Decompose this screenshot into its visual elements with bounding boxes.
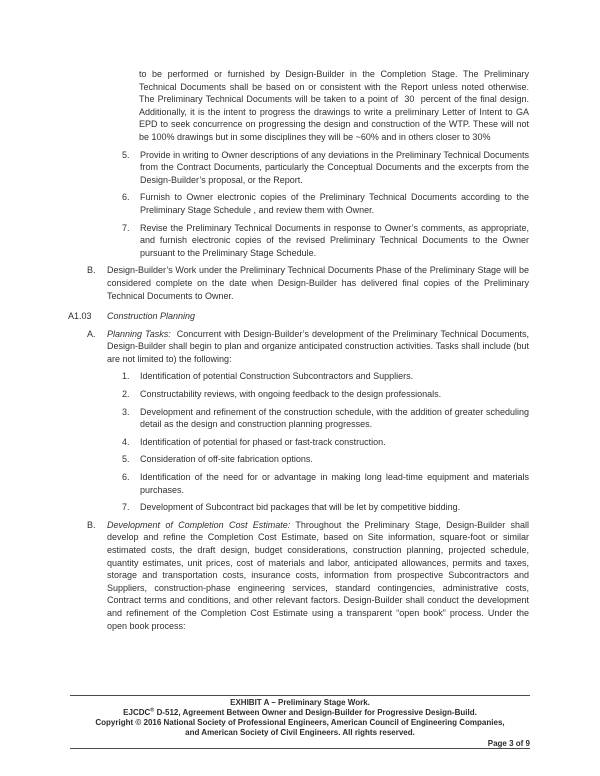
list-item-number: 6. xyxy=(122,192,130,203)
registered-trademark-symbol: ® xyxy=(150,707,155,714)
task-item-2 xyxy=(122,388,529,401)
paragraph-text: Concurrent with Design-Builder’s development of the Preliminary Technical Documents, Design-Builder shall begin to plan and organize anticipated construction activities. Tasks shall include (but are not limited to) the following: xyxy=(107,328,529,364)
list-item-number: 6. xyxy=(122,472,130,483)
task-item-5 xyxy=(122,453,529,466)
paragraph-b-completion xyxy=(87,264,529,302)
section-number: A1.03 xyxy=(68,311,92,322)
paragraph-continuation: to be performed or furnished by Design-Builder in the Completion Stage. The Preliminary Technical Documents shall be based on or consistent with the Report unless noted otherwise. The Preliminary Technical Documents will be taken to a point of 30 percent of the final design. Additionally, it is the intent to progress the drawings to write a preliminary Letter of Intent to GA EPD to seek concurrence on progressing the design and construction of the WTP. These will not be 100% drawings but in some disciplines they will be ~60% and in others closer to 30% xyxy=(139,69,529,142)
list-item-number: 1. xyxy=(122,371,130,382)
paragraph-lead-italic: Development of Completion Cost Estimate: xyxy=(107,519,291,530)
list-item-text: Development and refinement of the construction schedule, with the addition of greater scheduling detail as the design and construction planning progresses. xyxy=(140,406,529,430)
list-item-text: Consideration of off-site fabrication options. xyxy=(140,454,313,465)
list-item-number: 4. xyxy=(122,436,130,447)
list-item-text: Furnish to Owner electronic copies of the Preliminary Technical Documents according to the Preliminary Stage Schedule , and review them with Owner. xyxy=(140,192,529,215)
list-item-text: Constructability reviews, with ongoing feedback to the design professionals. xyxy=(140,389,442,400)
list-item-number: 5. xyxy=(122,149,130,160)
footer-copyright-line: Copyright © 2016 National Society of Professional Engineers, American Council of Engineering Companies, xyxy=(95,717,505,727)
list-item-number: 5. xyxy=(122,454,130,465)
paragraph-b-cost-estimate xyxy=(87,519,529,632)
task-item-4 xyxy=(122,436,529,449)
footer-ejcdc-name: EJCDC xyxy=(123,707,151,717)
task-item-1 xyxy=(122,370,529,383)
section-heading-a1-03 xyxy=(68,310,529,323)
list-item-5 xyxy=(122,149,529,187)
paragraph-text: Throughout the Preliminary Stage, Design-Builder shall develop and refine the Completion Cost Estimate, based on Site information, square-foot or similar estimated costs, the draft design, budget considerations, construction planning, projected schedule, quantity estimates, unit prices, cost of materials and labor, anticipated allowances, permits and taxes, storage and transportation costs, insurance costs, information from prospective Subcontractors and Suppliers, construction-phase engineering services, standard contingencies, administrative costs, Contract terms and conditions, and other relevant factors. Design-Builder shall conduct the development and refinement of the Completion Cost Estimate using a transparent “open book” process. Under the open book process: xyxy=(107,519,529,631)
document-body xyxy=(0,68,600,632)
footer-agreement-line xyxy=(70,708,530,718)
list-item-number: 3. xyxy=(122,406,130,417)
list-item-7 xyxy=(122,222,529,260)
paragraph-letter: B. xyxy=(87,519,96,530)
task-item-6 xyxy=(122,471,529,496)
footer-exhibit-line: EXHIBIT A – Preliminary Stage Work. xyxy=(230,698,370,707)
list-item-text: Provide in writing to Owner descriptions of any deviations in the Preliminary Technical Documents from the Contract Documents, particularly the Conceptual Documents and the excerpts from the Design-Builder’s proposal, or the Report. xyxy=(140,149,529,185)
list-item-number: 7. xyxy=(122,222,130,233)
paragraph-text: Design-Builder’s Work under the Preliminary Technical Documents Phase of the Preliminary Stage will be considered complete on the date when Design-Builder has delivered final copies of the Preliminary Technical Documents to Owner. xyxy=(107,265,529,301)
footer-copyright-line-2: and American Society of Civil Engineers. All rights reserved. xyxy=(185,727,415,737)
section-title: Construction Planning xyxy=(107,311,196,322)
list-item-number: 7. xyxy=(122,502,130,513)
list-item-6 xyxy=(122,191,529,216)
list-item-text: Identification of potential for phased or fast-track construction. xyxy=(140,436,386,447)
list-item-number: 2. xyxy=(122,389,130,400)
task-item-7 xyxy=(122,501,529,514)
footer-agreement-rest: D-512, Agreement Between Owner and Design-Builder for Progressive Design-Build. xyxy=(154,707,477,717)
list-item-text: Revise the Preliminary Technical Documents in response to Owner’s comments, as appropriate, and furnish electronic copies of the revised Preliminary Technical Documents to the Owner pursuant to the Preliminary Stage Schedule. xyxy=(140,222,529,258)
paragraph-lead-italic: Planning Tasks: xyxy=(107,328,174,339)
list-item-text: Development of Subcontract bid packages that will be let by competitive bidding. xyxy=(140,502,461,513)
list-item-text: Identification of potential Construction Subcontractors and Suppliers. xyxy=(140,371,414,382)
paragraph-a-planning-tasks xyxy=(87,328,529,366)
paragraph-letter: B. xyxy=(87,265,96,276)
task-item-3 xyxy=(122,406,529,431)
page-footer xyxy=(70,695,530,749)
list-item-text: Identification of the need for or advantage in making long lead-time equipment and materials purchases. xyxy=(140,472,529,495)
paragraph-letter: A. xyxy=(87,328,96,339)
page-number: Page 3 of 9 xyxy=(487,738,530,748)
